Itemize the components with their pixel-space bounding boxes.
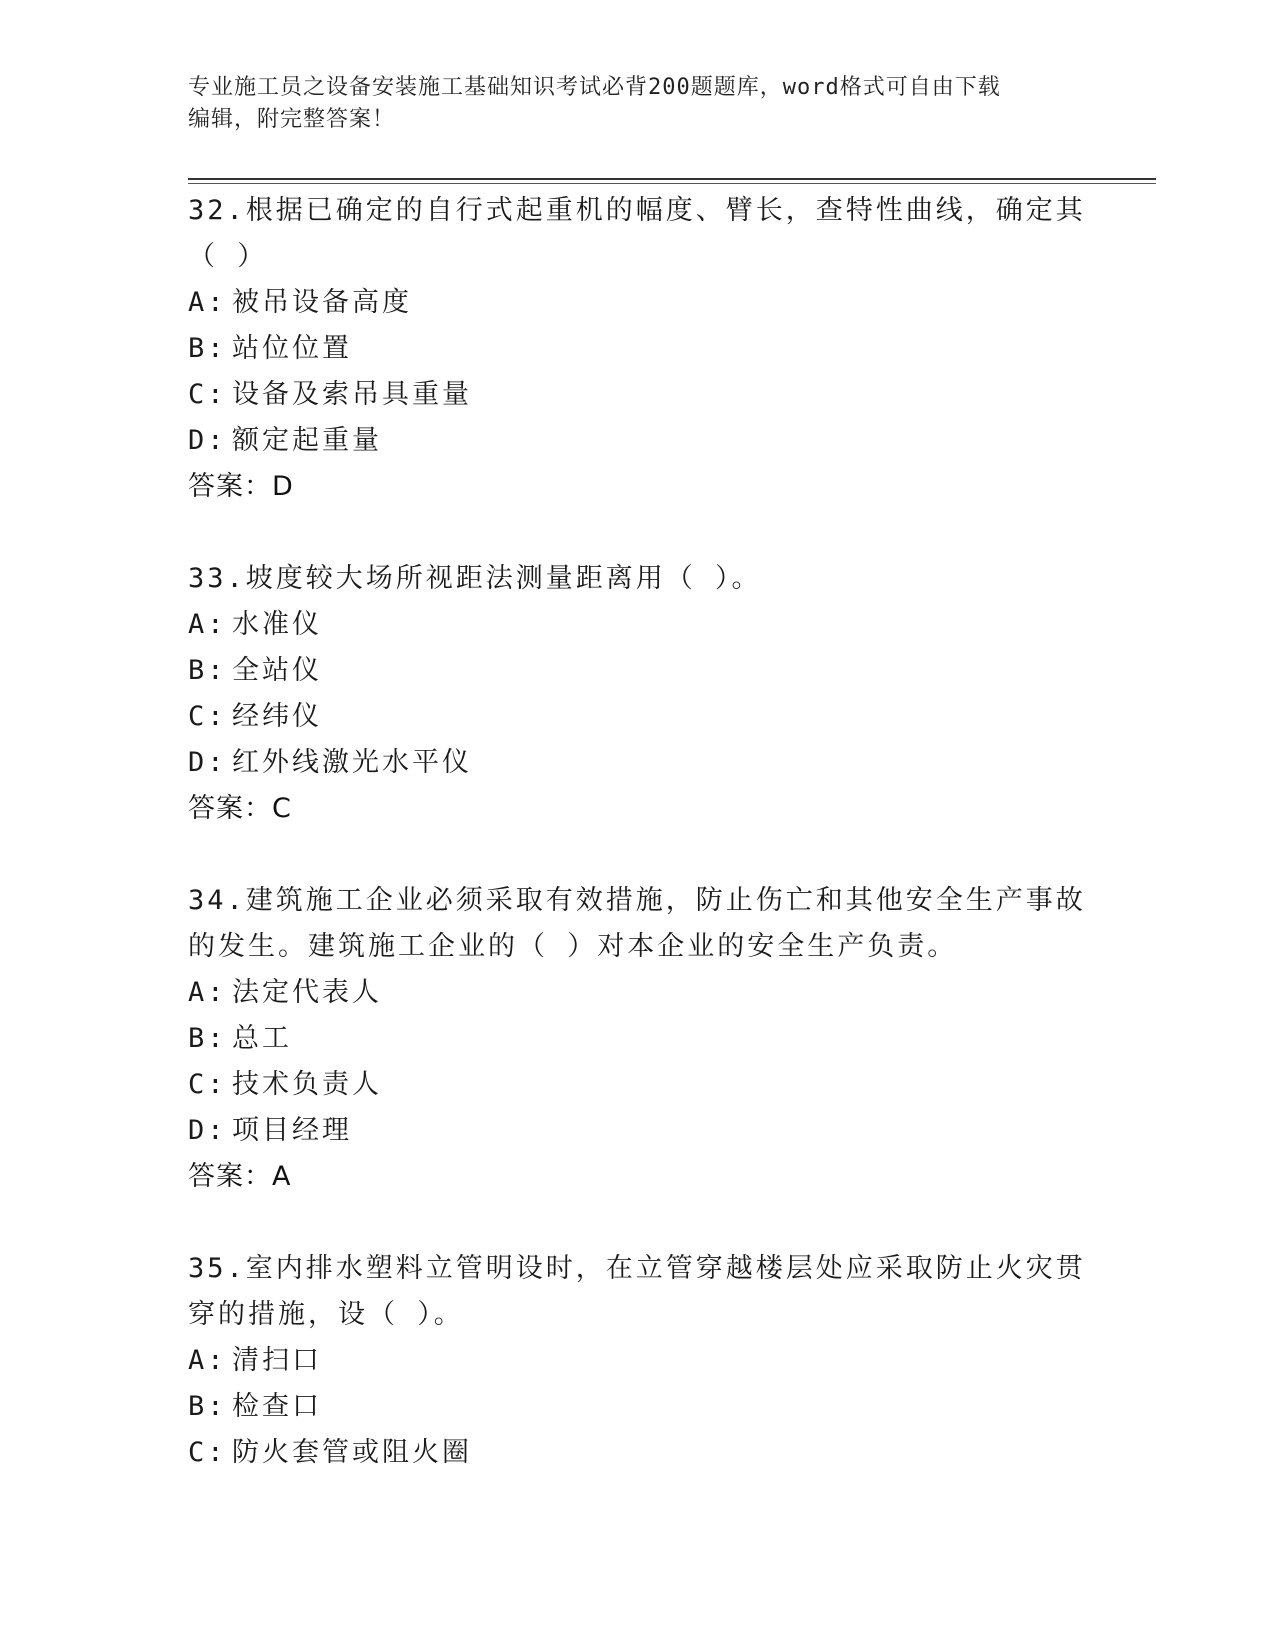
- option-text: 清扫口: [232, 1345, 322, 1376]
- option-text: 检查口: [232, 1391, 322, 1422]
- option-text: 红外线激光水平仪: [232, 747, 472, 778]
- option-letter: B:: [188, 1391, 227, 1422]
- option-text: 站位位置: [232, 333, 352, 364]
- option-letter: B:: [188, 655, 227, 686]
- option-c: [188, 372, 1088, 418]
- option-letter: D:: [188, 1115, 227, 1146]
- question-text: 34.建筑施工企业必须采取有效措施，防止伤亡和其他安全生产事故的发生。建筑施工企业的（ ）对本企业的安全生产负责。: [188, 885, 1086, 962]
- option-a: [188, 1338, 1088, 1384]
- header-line-1: 专业施工员之设备安装施工基础知识考试必背200题题库，word格式可自由下载: [188, 75, 1001, 100]
- answer-label: 答案：C: [188, 793, 292, 824]
- option-letter: C:: [188, 379, 227, 410]
- option-text: 设备及索吊具重量: [232, 379, 472, 410]
- option-text: 技术负责人: [232, 1069, 382, 1100]
- option-c: [188, 694, 1088, 740]
- option-letter: A:: [188, 977, 227, 1008]
- option-text: 额定起重量: [232, 425, 382, 456]
- option-text: 经纬仪: [232, 701, 322, 732]
- option-d: [188, 418, 1088, 464]
- option-letter: B:: [188, 1023, 227, 1054]
- option-d: [188, 1108, 1088, 1154]
- option-letter: A:: [188, 287, 227, 318]
- option-a: [188, 970, 1088, 1016]
- option-b: [188, 1016, 1088, 1062]
- header-divider-thin: [188, 183, 1156, 184]
- answer-label: 答案：A: [188, 1161, 292, 1192]
- option-text: 法定代表人: [232, 977, 382, 1008]
- option-text: 被吊设备高度: [232, 287, 412, 318]
- question-text: 32.根据已确定的自行式起重机的幅度、臂长，查特性曲线，确定其（ ）: [188, 195, 1086, 272]
- option-c: [188, 1062, 1088, 1108]
- question-35: [188, 1246, 1088, 1476]
- option-letter: B:: [188, 333, 227, 364]
- option-text: 项目经理: [232, 1115, 352, 1146]
- option-text: 水准仪: [232, 609, 322, 640]
- option-letter: A:: [188, 609, 227, 640]
- option-letter: D:: [188, 747, 227, 778]
- option-b: [188, 648, 1088, 694]
- option-d: [188, 740, 1088, 786]
- question-text: 33.坡度较大场所视距法测量距离用（ ）。: [188, 563, 762, 594]
- answer-label: 答案：D: [188, 471, 294, 502]
- question-32: [188, 188, 1088, 510]
- question-33: [188, 556, 1088, 832]
- option-letter: C:: [188, 701, 227, 732]
- option-text: 总工: [232, 1023, 292, 1054]
- option-letter: A:: [188, 1345, 227, 1376]
- option-text: 全站仪: [232, 655, 322, 686]
- option-letter: C:: [188, 1437, 227, 1468]
- header-divider-thick: [188, 178, 1156, 180]
- option-b: [188, 326, 1088, 372]
- option-c: [188, 1430, 1088, 1476]
- option-letter: D:: [188, 425, 227, 456]
- option-a: [188, 602, 1088, 648]
- question-34: [188, 878, 1088, 1200]
- option-letter: C:: [188, 1069, 227, 1100]
- document-header: [188, 72, 1068, 136]
- header-line-2: 编辑，附完整答案！: [188, 107, 396, 132]
- question-text: 35.室内排水塑料立管明设时，在立管穿越楼层处应采取防止火灾贯穿的措施，设（ ）。: [188, 1253, 1086, 1330]
- question-list: [188, 188, 1088, 1522]
- option-b: [188, 1384, 1088, 1430]
- option-a: [188, 280, 1088, 326]
- option-text: 防火套管或阻火圈: [232, 1437, 472, 1468]
